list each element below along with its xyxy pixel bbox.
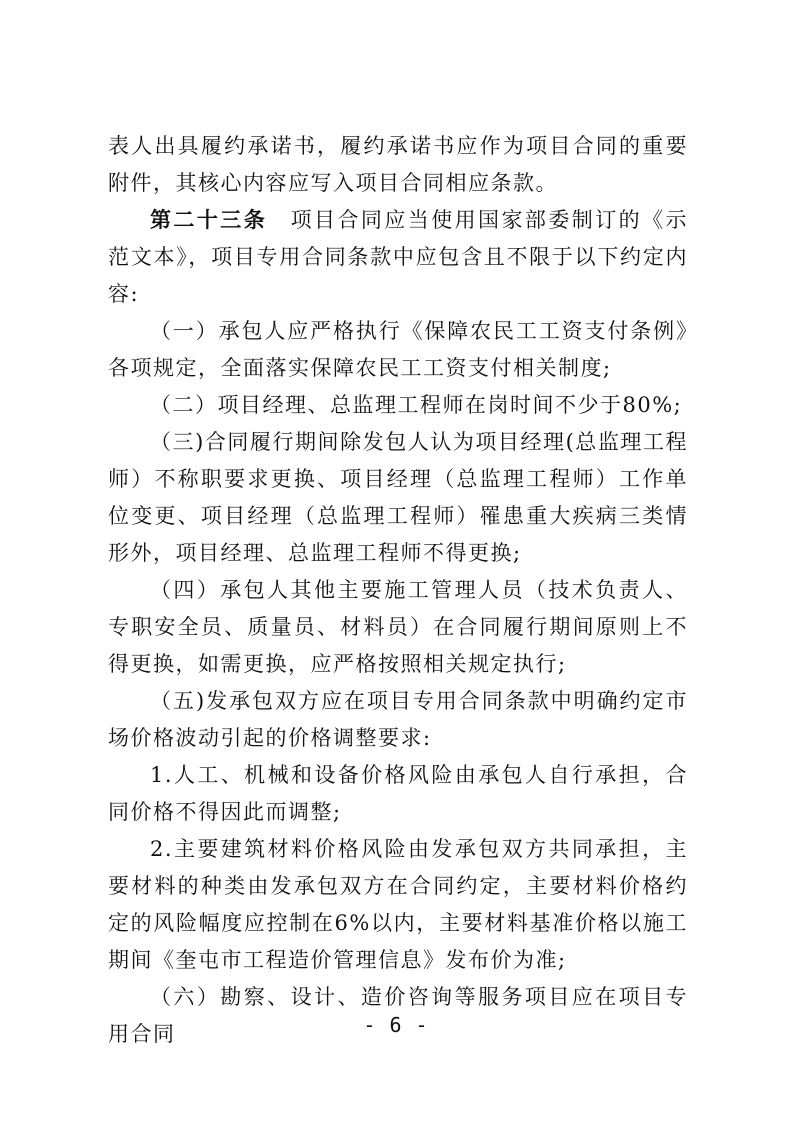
paragraph-item-5: （五)发承包双方应在项目专用合同条款中明确约定市场价格波动引起的价格调整要求: (108, 689, 688, 750)
document-body (108, 128, 688, 1053)
paragraph-article-23 (108, 202, 688, 313)
article-heading: 第二十三条 (150, 208, 268, 232)
paragraph-1: 表人出具履约承诺书，履约承诺书应作为项目合同的重要附件，其核心内容应写入项目合同相应条款。 (108, 134, 688, 195)
paragraph-subitem-2: 2.主要建筑材料价格风险由发承包双方共同承担，主要材料的种类由发承包双方在合同约定，主要材料价格约定的风险幅度应控制在6%以内，主要材料基准价格以施工期间《奎屯市工程造价管理信息》发布价为准; (108, 837, 688, 972)
paragraph-item-6: （六）勘察、设计、造价咨询等服务项目应在项目专用合同 (108, 985, 688, 1046)
paragraph-item-1: （一）承包人应严格执行《保障农民工工资支付条例》各项规定，全面落实保障农民工工资支付相关制度; (108, 319, 688, 380)
paragraph-item-2: （二）项目经理、总监理工程师在岗时间不少于80%; (150, 393, 683, 417)
paragraph-item-4: （四）承包人其他主要施工管理人员（技术负责人、专职安全员、质量员、材料员）在合同履行期间原则上不得更换，如需更换，应严格按照相关规定执行; (108, 578, 688, 676)
article-23-text: 项目合同应当使用国家部委制订的《示范文本》，项目专用合同条款中应包含且不限于以下约定内容: (108, 208, 689, 306)
paragraph-subitem-1: 1.人工、机械和设备价格风险由承包人自行承担，合同价格不得因此而调整; (108, 763, 688, 824)
paragraph-item-3: （三)合同履行期间除发包人认为项目经理(总监理工程师）不称职要求更换、项目经理（总监理工程师）工作单位变更、项目经理（总监理工程师）罹患重大疾病三类情形外，项目经理、总监理工程师不得更换; (108, 430, 688, 565)
page-number: - 6 - (363, 1013, 429, 1037)
